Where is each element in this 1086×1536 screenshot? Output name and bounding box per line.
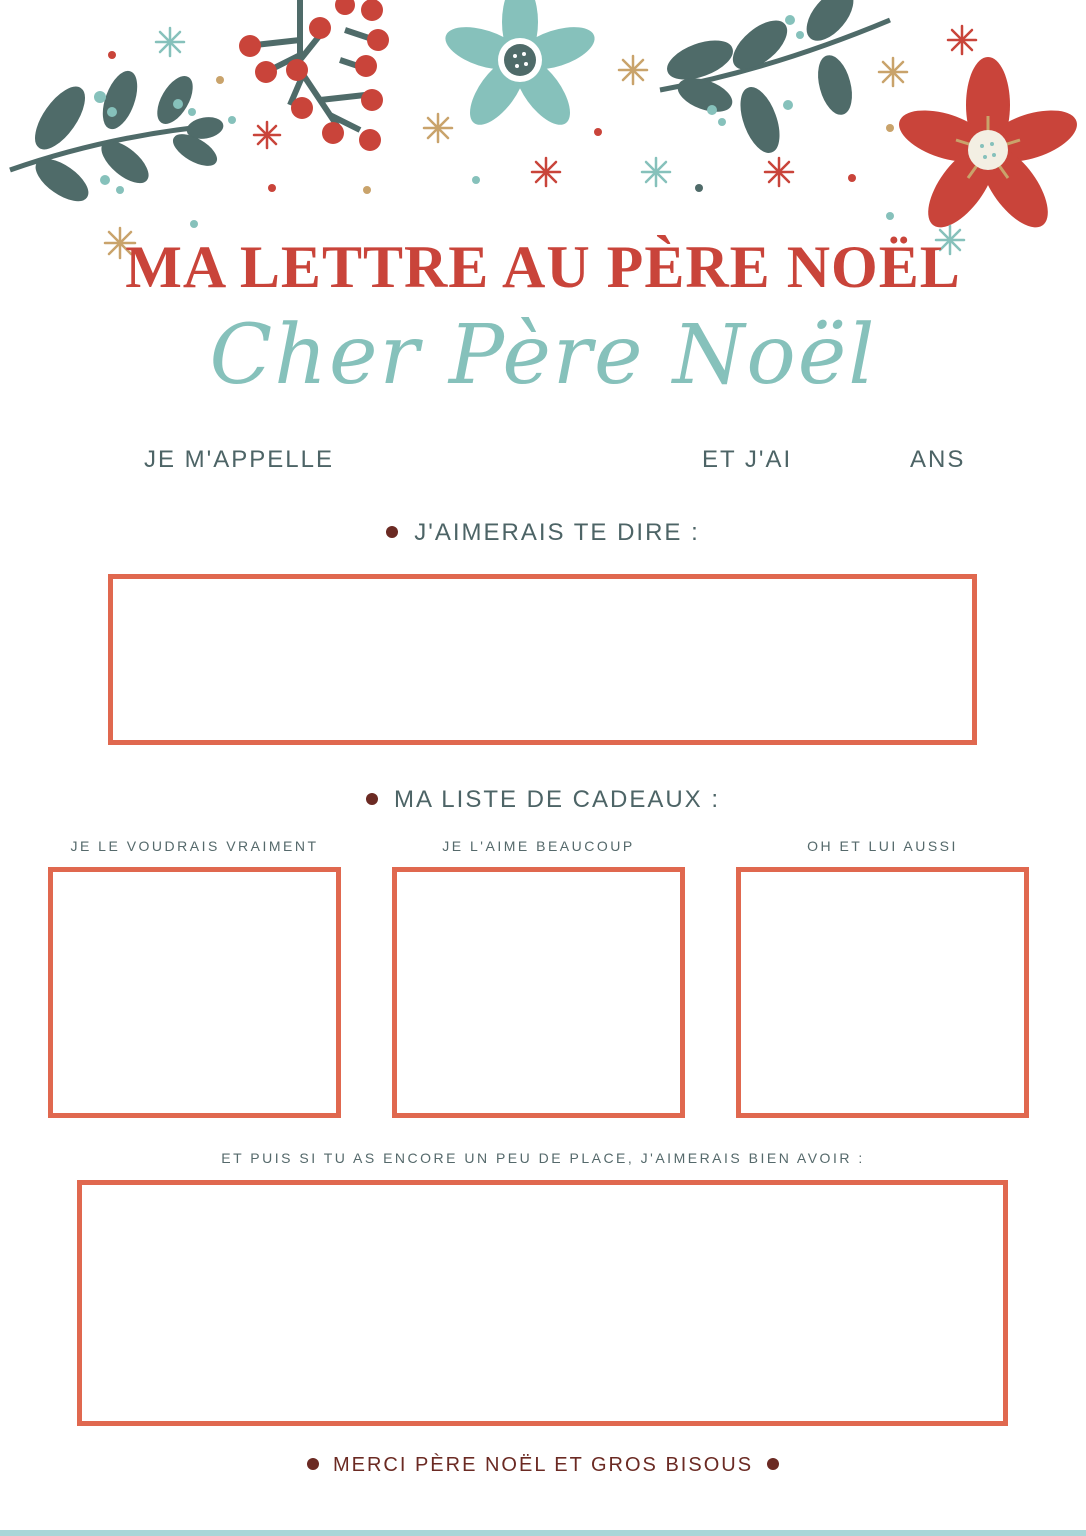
snowflake-icon xyxy=(642,158,670,186)
bullet-icon xyxy=(767,1458,779,1470)
page-title: MA LETTRE AU PÈRE NOËL xyxy=(125,234,961,300)
flower-icon xyxy=(440,0,599,134)
bullet-icon xyxy=(386,526,398,538)
gift-column-label: JE L'AIME BEAUCOUP xyxy=(442,838,635,854)
bottom-divider xyxy=(0,1530,1086,1536)
gift-box-2[interactable] xyxy=(392,867,685,1118)
snowflake-icon xyxy=(619,56,647,84)
snowflake-icon xyxy=(532,158,560,186)
bullet-icon xyxy=(307,1458,319,1470)
gift-heading xyxy=(0,786,1086,814)
gift-box-1[interactable] xyxy=(48,867,341,1118)
message-heading xyxy=(0,519,1086,547)
bullet-icon xyxy=(366,793,378,805)
poinsettia-icon xyxy=(893,57,1083,238)
snowflake-icon xyxy=(254,122,280,148)
message-heading-text: J'AIMERAIS TE DIRE : xyxy=(414,519,700,546)
age-label: ET J'AI xyxy=(702,446,793,473)
years-label: ANS xyxy=(910,446,966,473)
gift-column-label: OH ET LUI AUSSI xyxy=(807,838,958,854)
christmas-floral-decoration xyxy=(0,0,1086,270)
gift-box-3[interactable] xyxy=(736,867,1029,1118)
gift-heading-text: MA LISTE DE CADEAUX : xyxy=(393,786,721,813)
closing-text: MERCI PÈRE NOËL ET GROS BISOUS xyxy=(332,1454,754,1476)
snowflake-icon xyxy=(156,28,184,56)
extra-wishes-box[interactable] xyxy=(77,1180,1008,1426)
snowflake-icon xyxy=(879,58,907,86)
gift-column-label: JE LE VOUDRAIS VRAIMENT xyxy=(70,838,319,854)
message-box[interactable] xyxy=(108,574,977,745)
extra-heading: ET PUIS SI TU AS ENCORE UN PEU DE PLACE, J'AIMERAIS BIEN AVOIR : xyxy=(221,1150,865,1166)
greeting: Cher Père Noël xyxy=(209,308,877,403)
name-label: JE M'APPELLE xyxy=(144,446,334,473)
snowflake-icon xyxy=(765,158,793,186)
snowflake-icon xyxy=(424,114,452,142)
closing-line xyxy=(0,1453,1086,1477)
leaf-branch-icon xyxy=(660,0,890,157)
snowflake-icon xyxy=(948,26,976,54)
